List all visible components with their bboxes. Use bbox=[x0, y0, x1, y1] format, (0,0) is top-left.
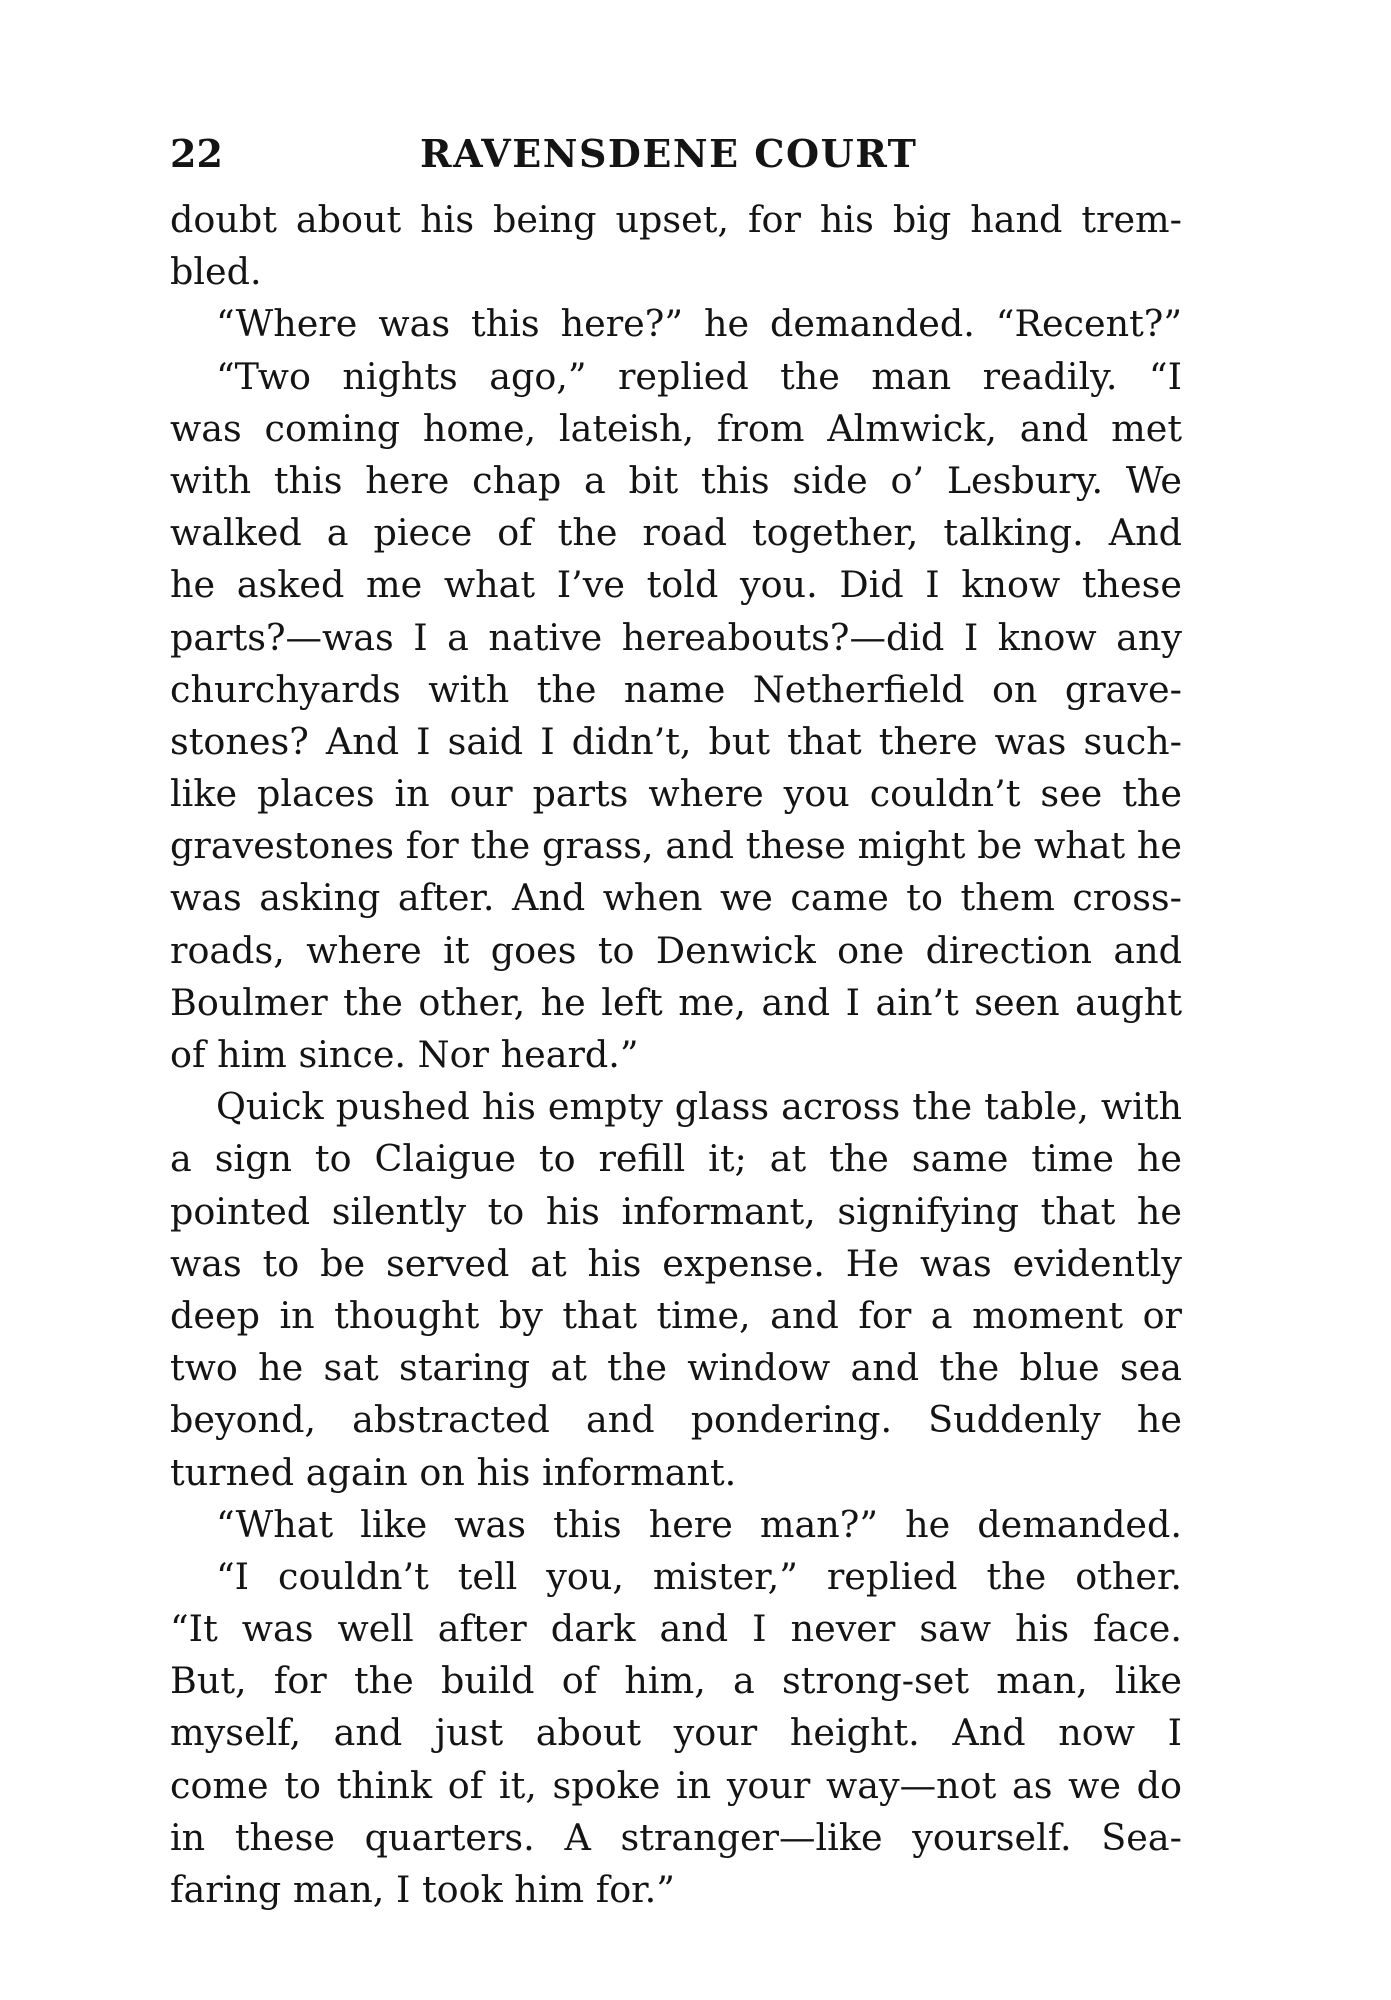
text-line: pointed silently to his informant, signifying that he bbox=[170, 1189, 1182, 1233]
text-line: beyond, abstracted and pondering. Suddenly he bbox=[170, 1398, 1182, 1442]
text-line: a sign to Claigue to refill it; at the same time he bbox=[170, 1137, 1182, 1181]
text-line: Boulmer the other, he left me, and I ain’t seen aught bbox=[170, 980, 1182, 1024]
text-line: myself, and just about your height. And now I bbox=[170, 1711, 1182, 1755]
text-line: like places in our parts where you couldn’t see the bbox=[170, 772, 1182, 816]
text-line: deep in thought by that time, and for a moment or bbox=[170, 1293, 1182, 1337]
text-line: stones? And I said I didn’t, but that there was such- bbox=[170, 719, 1182, 763]
text-line: was coming home, lateish, from Almwick, and met bbox=[170, 406, 1182, 450]
text-line: Quick pushed his empty glass across the table, with bbox=[216, 1085, 1182, 1129]
text-line: roads, where it goes to Denwick one direction and bbox=[170, 928, 1182, 972]
text-line: “It was well after dark and I never saw his face. bbox=[170, 1607, 1182, 1651]
text-line: “Where was this here?” he demanded. “Recent?” bbox=[216, 302, 1182, 346]
text-line: with this here chap a bit this side o’ Lesbury. We bbox=[170, 458, 1182, 502]
text-line: parts?—was I a native hereabouts?—did I know any bbox=[170, 615, 1182, 659]
text-line: walked a piece of the road together, talking. And bbox=[170, 511, 1182, 555]
text-line: “Two nights ago,” replied the man readily. “I bbox=[216, 354, 1182, 398]
text-line: turned again on his informant. bbox=[170, 1450, 737, 1494]
running-head bbox=[170, 128, 930, 180]
text-line: he asked me what I’ve told you. Did I know these bbox=[170, 563, 1182, 607]
text-line: “What like was this here man?” he demanded. bbox=[216, 1502, 1182, 1546]
running-title: RAVENSDENE COURT bbox=[420, 131, 918, 176]
text-line: doubt about his being upset, for his big hand trem- bbox=[170, 198, 1182, 241]
text-line: churchyards with the name Netherfield on grave- bbox=[170, 667, 1182, 711]
body-text bbox=[170, 194, 1182, 1916]
text-line: bled. bbox=[170, 250, 262, 294]
text-line: But, for the build of him, a strong-set man, like bbox=[170, 1659, 1182, 1703]
text-line: was to be served at his expense. He was evidently bbox=[170, 1241, 1182, 1285]
text-line: faring man, I took him for.” bbox=[170, 1868, 675, 1911]
text-line: in these quarters. A stranger—like yourself. Sea- bbox=[170, 1815, 1182, 1859]
page-number: 22 bbox=[170, 131, 223, 176]
text-line: come to think of it, spoke in your way—not as we do bbox=[170, 1763, 1182, 1807]
text-line: “I couldn’t tell you, mister,” replied the other. bbox=[216, 1554, 1182, 1598]
text-line: of him since. Nor heard.” bbox=[170, 1033, 639, 1076]
text-line: gravestones for the grass, and these might be what he bbox=[170, 824, 1182, 868]
text-line: was asking after. And when we came to them cross- bbox=[170, 876, 1182, 920]
text-line: two he sat staring at the window and the blue sea bbox=[170, 1346, 1182, 1390]
